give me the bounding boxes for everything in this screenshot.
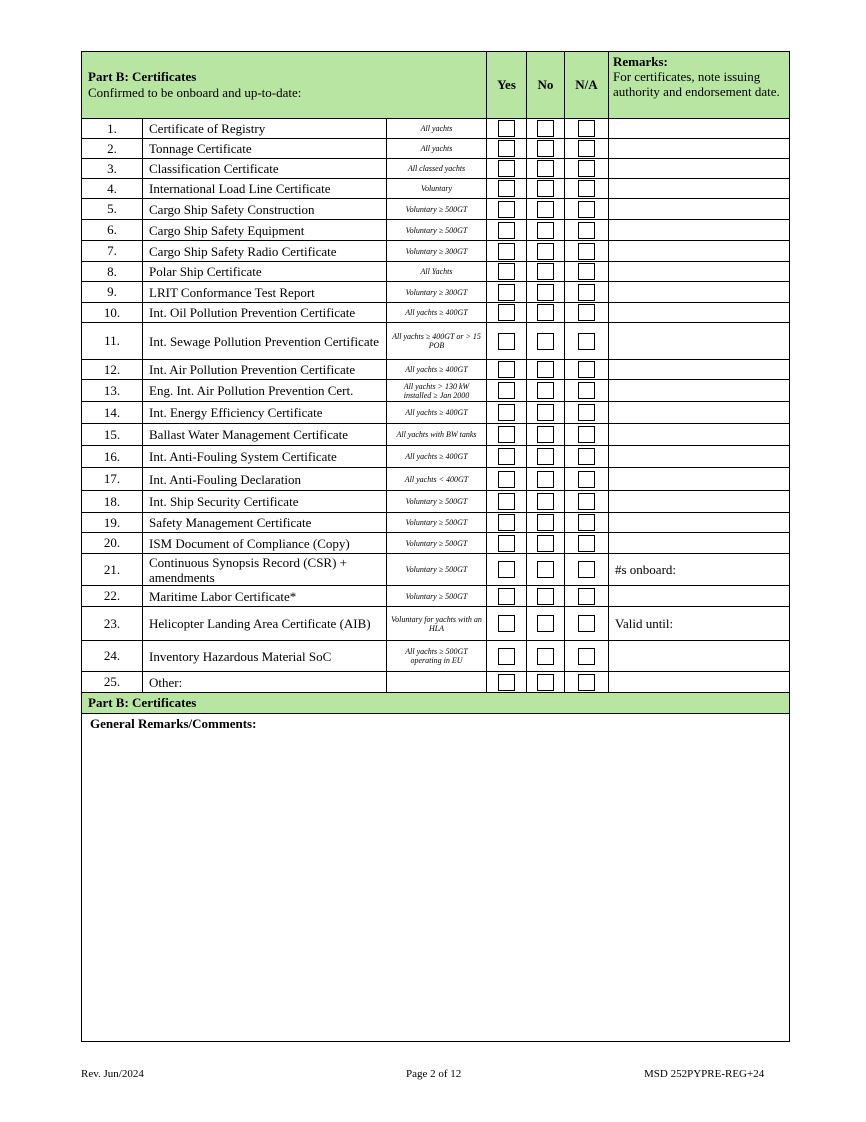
checkbox-cell-na	[565, 641, 609, 672]
checkbox-cell-yes	[487, 586, 527, 607]
remarks-cell[interactable]	[609, 586, 790, 607]
applicability-note: All yachts ≥ 400GT or > 15 POB	[387, 323, 487, 360]
table-row	[82, 672, 790, 693]
checkbox-no[interactable]	[537, 243, 554, 260]
applicability-note: Voluntary	[387, 179, 487, 199]
certificate-name: Int. Sewage Pollution Prevention Certificate	[143, 323, 387, 360]
document-code: MSD 252PYPRE-REG+24	[644, 1068, 765, 1080]
checkbox-no[interactable]	[537, 648, 554, 665]
checkbox-no[interactable]	[537, 284, 554, 301]
applicability-note	[387, 672, 487, 693]
row-number: 2.	[82, 139, 143, 159]
remarks-cell[interactable]	[609, 241, 790, 262]
table-row	[82, 468, 790, 491]
section-footer-title: Part B: Certificates	[82, 693, 790, 714]
checkbox-cell-no	[527, 533, 565, 554]
checkbox-cell-no	[527, 607, 565, 641]
remarks-cell[interactable]: #s onboard:	[609, 554, 790, 586]
checkbox-yes[interactable]	[498, 382, 515, 399]
remarks-cell[interactable]	[609, 360, 790, 380]
checkbox-cell-na	[565, 179, 609, 199]
applicability-note: Voluntary ≥ 500GT	[387, 533, 487, 554]
checkbox-yes[interactable]	[498, 404, 515, 421]
checkbox-cell-na	[565, 262, 609, 282]
applicability-note: Voluntary ≥ 500GT	[387, 586, 487, 607]
checkbox-cell-yes	[487, 241, 527, 262]
remarks-cell[interactable]	[609, 641, 790, 672]
revision-label: Rev. Jun/2024	[81, 1068, 144, 1080]
checkbox-cell-na	[565, 380, 609, 402]
row-number: 24.	[82, 641, 143, 672]
table-row	[82, 241, 790, 262]
checkbox-yes[interactable]	[498, 514, 515, 531]
row-number: 15.	[82, 424, 143, 446]
checkbox-yes[interactable]	[498, 448, 515, 465]
remarks-cell[interactable]	[609, 533, 790, 554]
checkbox-na[interactable]	[578, 333, 595, 350]
checkbox-cell-yes	[487, 402, 527, 424]
table-row	[82, 607, 790, 641]
checkbox-na[interactable]	[578, 426, 595, 443]
checkbox-cell-no	[527, 513, 565, 533]
checkbox-cell-yes	[487, 554, 527, 586]
checkbox-na[interactable]	[578, 304, 595, 321]
certificate-name: International Load Line Certificate	[143, 179, 387, 199]
checkbox-cell-yes	[487, 179, 527, 199]
table-row	[82, 262, 790, 282]
checkbox-yes[interactable]	[498, 333, 515, 350]
checkbox-no[interactable]	[537, 426, 554, 443]
checkbox-cell-no	[527, 424, 565, 446]
row-number: 10.	[82, 303, 143, 323]
general-remarks-label: General Remarks/Comments:	[90, 716, 257, 731]
checkbox-cell-yes	[487, 380, 527, 402]
checkbox-na[interactable]	[578, 648, 595, 665]
checkbox-yes[interactable]	[498, 588, 515, 605]
column-header-yes: Yes	[487, 52, 527, 119]
checkbox-cell-na	[565, 360, 609, 380]
applicability-note: All yachts	[387, 119, 487, 139]
checkbox-yes[interactable]	[498, 361, 515, 378]
checkbox-cell-yes	[487, 513, 527, 533]
row-number: 7.	[82, 241, 143, 262]
checkbox-no[interactable]	[537, 304, 554, 321]
checkbox-cell-no	[527, 303, 565, 323]
table-row	[82, 641, 790, 672]
remarks-cell[interactable]	[609, 380, 790, 402]
checkbox-na[interactable]	[578, 160, 595, 177]
remarks-cell[interactable]	[609, 672, 790, 693]
checkbox-cell-na	[565, 491, 609, 513]
section-footer-row	[82, 693, 790, 714]
certificate-name: Int. Ship Security Certificate	[143, 491, 387, 513]
table-row	[82, 491, 790, 513]
column-header-remarks	[609, 52, 790, 119]
checkbox-na[interactable]	[578, 561, 595, 578]
checkbox-cell-yes	[487, 139, 527, 159]
applicability-note: All Yachts	[387, 262, 487, 282]
checkbox-na[interactable]	[578, 180, 595, 197]
checkbox-yes[interactable]	[498, 561, 515, 578]
checkbox-cell-na	[565, 513, 609, 533]
table-row	[82, 282, 790, 303]
checkbox-cell-yes	[487, 491, 527, 513]
certificate-name: Inventory Hazardous Material SoC	[143, 641, 387, 672]
certificate-name: Cargo Ship Safety Equipment	[143, 220, 387, 241]
applicability-note: All classed yachts	[387, 159, 487, 179]
row-number: 14.	[82, 402, 143, 424]
remarks-cell[interactable]	[609, 262, 790, 282]
checkbox-cell-na	[565, 402, 609, 424]
checkbox-cell-yes	[487, 672, 527, 693]
general-remarks-area[interactable]	[82, 714, 790, 1042]
certificate-name: Cargo Ship Safety Radio Certificate	[143, 241, 387, 262]
applicability-note: Voluntary ≥ 300GT	[387, 241, 487, 262]
table-row	[82, 446, 790, 468]
remarks-cell[interactable]	[609, 199, 790, 220]
certificate-name: Int. Air Pollution Prevention Certificate	[143, 360, 387, 380]
certificate-name: Cargo Ship Safety Construction	[143, 199, 387, 220]
certificate-name: Int. Energy Efficiency Certificate	[143, 402, 387, 424]
applicability-note: Voluntary ≥ 500GT	[387, 220, 487, 241]
checkbox-no[interactable]	[537, 493, 554, 510]
checkbox-cell-no	[527, 491, 565, 513]
checkbox-cell-no	[527, 282, 565, 303]
row-number: 16.	[82, 446, 143, 468]
checkbox-yes[interactable]	[498, 535, 515, 552]
table-row	[82, 360, 790, 380]
certificate-name: Ballast Water Management Certificate	[143, 424, 387, 446]
checkbox-cell-yes	[487, 262, 527, 282]
page-number: Page 2 of 12	[406, 1068, 462, 1080]
checkbox-cell-no	[527, 554, 565, 586]
row-number: 3.	[82, 159, 143, 179]
checkbox-cell-na	[565, 119, 609, 139]
checkbox-yes[interactable]	[498, 201, 515, 218]
checkbox-no[interactable]	[537, 471, 554, 488]
table-row	[82, 424, 790, 446]
row-number: 21.	[82, 554, 143, 586]
checkbox-cell-no	[527, 262, 565, 282]
checkbox-cell-yes	[487, 323, 527, 360]
column-header-no: No	[527, 52, 565, 119]
checkbox-cell-na	[565, 303, 609, 323]
checkbox-no[interactable]	[537, 448, 554, 465]
checkbox-na[interactable]	[578, 674, 595, 691]
certificate-name: Maritime Labor Certificate*	[143, 586, 387, 607]
applicability-note: All yachts ≥ 400GT	[387, 402, 487, 424]
checkbox-yes[interactable]	[498, 493, 515, 510]
checkbox-cell-no	[527, 641, 565, 672]
checkbox-cell-na	[565, 468, 609, 491]
applicability-note: All yachts ≥ 400GT	[387, 303, 487, 323]
checkbox-cell-yes	[487, 303, 527, 323]
checkbox-cell-no	[527, 179, 565, 199]
applicability-note: All yachts > 130 kW installed ≥ Jan 2000	[387, 380, 487, 402]
certificate-name: Int. Anti-Fouling Declaration	[143, 468, 387, 491]
checkbox-yes[interactable]	[498, 140, 515, 157]
checkbox-yes[interactable]	[498, 263, 515, 280]
checkbox-cell-no	[527, 159, 565, 179]
checkbox-cell-yes	[487, 159, 527, 179]
checkbox-cell-na	[565, 533, 609, 554]
remarks-cell[interactable]	[609, 220, 790, 241]
checkbox-no[interactable]	[537, 535, 554, 552]
table-row	[82, 159, 790, 179]
table-row	[82, 533, 790, 554]
row-number: 5.	[82, 199, 143, 220]
checkbox-na[interactable]	[578, 471, 595, 488]
checkbox-no[interactable]	[537, 561, 554, 578]
remarks-cell[interactable]	[609, 282, 790, 303]
table-row	[82, 380, 790, 402]
applicability-note: Voluntary ≥ 500GT	[387, 554, 487, 586]
checkbox-no[interactable]	[537, 140, 554, 157]
remarks-title: Remarks:	[613, 54, 668, 69]
checkbox-no[interactable]	[537, 263, 554, 280]
checkbox-cell-na	[565, 220, 609, 241]
table-row	[82, 179, 790, 199]
certificate-name: Other:	[143, 672, 387, 693]
remarks-cell[interactable]	[609, 179, 790, 199]
checkbox-yes[interactable]	[498, 471, 515, 488]
remarks-cell[interactable]	[609, 119, 790, 139]
checkbox-cell-na	[565, 672, 609, 693]
checkbox-cell-na	[565, 446, 609, 468]
certificates-table	[81, 51, 790, 1042]
remarks-cell[interactable]	[609, 424, 790, 446]
row-number: 6.	[82, 220, 143, 241]
checkbox-cell-no	[527, 199, 565, 220]
checkbox-yes[interactable]	[498, 120, 515, 137]
applicability-note: All yachts < 400GT	[387, 468, 487, 491]
checkbox-no[interactable]	[537, 180, 554, 197]
remarks-cell[interactable]	[609, 139, 790, 159]
remarks-cell[interactable]	[609, 402, 790, 424]
checkbox-na[interactable]	[578, 514, 595, 531]
applicability-note: Voluntary ≥ 500GT	[387, 513, 487, 533]
remarks-cell[interactable]	[609, 468, 790, 491]
checkbox-cell-na	[565, 159, 609, 179]
checkbox-no[interactable]	[537, 404, 554, 421]
checkbox-yes[interactable]	[498, 615, 515, 632]
checkbox-na[interactable]	[578, 140, 595, 157]
checkbox-yes[interactable]	[498, 304, 515, 321]
checkbox-na[interactable]	[578, 243, 595, 260]
checkbox-na[interactable]	[578, 263, 595, 280]
row-number: 13.	[82, 380, 143, 402]
checkbox-cell-no	[527, 241, 565, 262]
checkbox-no[interactable]	[537, 361, 554, 378]
applicability-note: All yachts ≥ 400GT	[387, 360, 487, 380]
applicability-note: Voluntary ≥ 500GT	[387, 491, 487, 513]
checkbox-cell-yes	[487, 641, 527, 672]
checkbox-na[interactable]	[578, 588, 595, 605]
checkbox-cell-no	[527, 139, 565, 159]
row-number: 9.	[82, 282, 143, 303]
checkbox-na[interactable]	[578, 361, 595, 378]
remarks-cell[interactable]	[609, 513, 790, 533]
applicability-note: Voluntary for yachts with an HLA	[387, 607, 487, 641]
checkbox-yes[interactable]	[498, 284, 515, 301]
row-number: 8.	[82, 262, 143, 282]
checkbox-cell-no	[527, 220, 565, 241]
checkbox-cell-no	[527, 360, 565, 380]
general-remarks-row	[82, 714, 790, 1042]
checkbox-cell-na	[565, 607, 609, 641]
certificate-name: LRIT Conformance Test Report	[143, 282, 387, 303]
table-row	[82, 220, 790, 241]
applicability-note: Voluntary ≥ 300GT	[387, 282, 487, 303]
remarks-cell[interactable]: Valid until:	[609, 607, 790, 641]
remarks-cell[interactable]	[609, 446, 790, 468]
checkbox-cell-yes	[487, 282, 527, 303]
row-number: 25.	[82, 672, 143, 693]
checkbox-na[interactable]	[578, 120, 595, 137]
checkbox-cell-yes	[487, 424, 527, 446]
checkbox-cell-yes	[487, 533, 527, 554]
certificate-name: Safety Management Certificate	[143, 513, 387, 533]
checkbox-cell-na	[565, 323, 609, 360]
checkbox-no[interactable]	[537, 333, 554, 350]
checkbox-cell-na	[565, 241, 609, 262]
row-number: 23.	[82, 607, 143, 641]
remarks-cell[interactable]	[609, 159, 790, 179]
applicability-note: All yachts with BW tanks	[387, 424, 487, 446]
table-row	[82, 139, 790, 159]
table-row	[82, 513, 790, 533]
checkbox-yes[interactable]	[498, 674, 515, 691]
checkbox-na[interactable]	[578, 201, 595, 218]
table-row	[82, 119, 790, 139]
table-header-row	[82, 52, 790, 119]
checkbox-na[interactable]	[578, 493, 595, 510]
row-number: 20.	[82, 533, 143, 554]
column-header-na: N/A	[565, 52, 609, 119]
checkbox-no[interactable]	[537, 674, 554, 691]
checkbox-na[interactable]	[578, 615, 595, 632]
certificate-name: Polar Ship Certificate	[143, 262, 387, 282]
checkbox-no[interactable]	[537, 615, 554, 632]
applicability-note: Voluntary ≥ 500GT	[387, 199, 487, 220]
checkbox-cell-yes	[487, 220, 527, 241]
certificate-name: Classification Certificate	[143, 159, 387, 179]
remarks-cell[interactable]	[609, 491, 790, 513]
row-number: 1.	[82, 119, 143, 139]
checkbox-cell-no	[527, 380, 565, 402]
checkbox-no[interactable]	[537, 514, 554, 531]
checkbox-cell-no	[527, 672, 565, 693]
checkbox-no[interactable]	[537, 120, 554, 137]
remarks-cell[interactable]	[609, 303, 790, 323]
table-row	[82, 402, 790, 424]
checkbox-cell-na	[565, 424, 609, 446]
checkbox-na[interactable]	[578, 382, 595, 399]
checkbox-yes[interactable]	[498, 180, 515, 197]
checkbox-cell-na	[565, 554, 609, 586]
checkbox-no[interactable]	[537, 201, 554, 218]
checkbox-na[interactable]	[578, 448, 595, 465]
remarks-instructions: For certificates, note issuing authority and endorsement date.	[613, 69, 780, 99]
checkbox-cell-no	[527, 323, 565, 360]
checkbox-cell-na	[565, 282, 609, 303]
row-number: 18.	[82, 491, 143, 513]
row-number: 19.	[82, 513, 143, 533]
row-number: 12.	[82, 360, 143, 380]
checkbox-cell-yes	[487, 468, 527, 491]
certificate-name: Int. Oil Pollution Prevention Certificate	[143, 303, 387, 323]
checkbox-na[interactable]	[578, 535, 595, 552]
checkbox-yes[interactable]	[498, 426, 515, 443]
applicability-note: All yachts	[387, 139, 487, 159]
row-number: 22.	[82, 586, 143, 607]
certificate-name: Tonnage Certificate	[143, 139, 387, 159]
certificate-name: Certificate of Registry	[143, 119, 387, 139]
remarks-cell[interactable]	[609, 323, 790, 360]
checkbox-cell-yes	[487, 199, 527, 220]
table-row	[82, 554, 790, 586]
checkbox-cell-na	[565, 139, 609, 159]
table-row	[82, 303, 790, 323]
checkbox-na[interactable]	[578, 404, 595, 421]
certificate-name: Int. Anti-Fouling System Certificate	[143, 446, 387, 468]
certificate-name: Eng. Int. Air Pollution Prevention Cert.	[143, 380, 387, 402]
row-number: 11.	[82, 323, 143, 360]
table-row	[82, 199, 790, 220]
part-title: Part B: Certificates	[88, 69, 197, 84]
checkbox-cell-no	[527, 468, 565, 491]
checkbox-cell-no	[527, 586, 565, 607]
checkbox-no[interactable]	[537, 160, 554, 177]
checkbox-cell-no	[527, 119, 565, 139]
certificate-name: Continuous Synopsis Record (CSR) + amendments	[143, 554, 387, 586]
applicability-note: All yachts ≥ 400GT	[387, 446, 487, 468]
checkbox-yes[interactable]	[498, 222, 515, 239]
table-row	[82, 586, 790, 607]
checkbox-cell-yes	[487, 360, 527, 380]
checkbox-yes[interactable]	[498, 648, 515, 665]
checkbox-no[interactable]	[537, 588, 554, 605]
checkbox-cell-na	[565, 586, 609, 607]
checkbox-no[interactable]	[537, 382, 554, 399]
checkbox-yes[interactable]	[498, 160, 515, 177]
row-number: 4.	[82, 179, 143, 199]
checkbox-cell-no	[527, 446, 565, 468]
checkbox-cell-yes	[487, 446, 527, 468]
section-header	[82, 52, 487, 119]
checkbox-cell-yes	[487, 119, 527, 139]
checkbox-na[interactable]	[578, 222, 595, 239]
checkbox-cell-no	[527, 402, 565, 424]
checkbox-cell-yes	[487, 607, 527, 641]
checkbox-no[interactable]	[537, 222, 554, 239]
section-subtitle: Confirmed to be onboard and up-to-date:	[88, 85, 302, 100]
applicability-note: All yachts ≥ 500GT operating in EU	[387, 641, 487, 672]
checkbox-na[interactable]	[578, 284, 595, 301]
table-row	[82, 323, 790, 360]
checkbox-yes[interactable]	[498, 243, 515, 260]
certificate-name: Helicopter Landing Area Certificate (AIB)	[143, 607, 387, 641]
row-number: 17.	[82, 468, 143, 491]
certificate-name: ISM Document of Compliance (Copy)	[143, 533, 387, 554]
checkbox-cell-na	[565, 199, 609, 220]
